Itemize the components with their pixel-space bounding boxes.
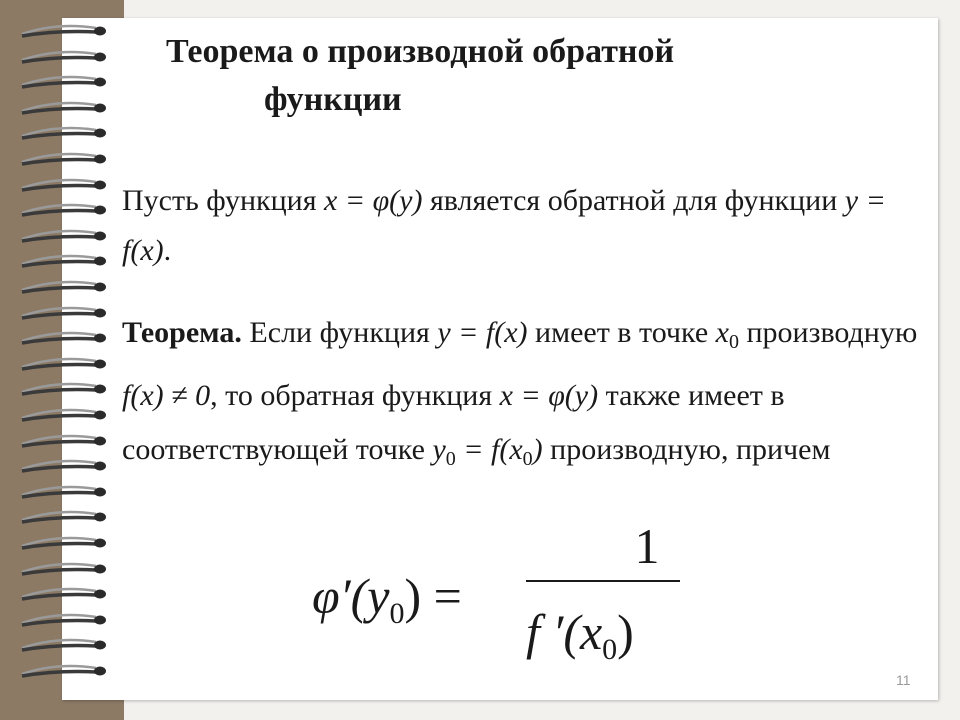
spiral-ring-icon [18, 71, 128, 93]
theorem-point-y-sub2: 0 [522, 448, 533, 470]
formula-lhs-end: ) = [404, 568, 462, 624]
intro-formula-inverse: x = φ(y) [324, 184, 423, 217]
spiral-ring-icon [18, 327, 128, 349]
spiral-ring-icon [18, 199, 128, 221]
intro-text-3: . [163, 234, 172, 267]
spiral-ring-icon [18, 430, 128, 452]
intro-text-1: Пусть функция [122, 184, 325, 217]
spiral-ring-icon [18, 148, 128, 170]
spiral-ring-icon [18, 455, 128, 477]
spiral-ring-icon [18, 532, 128, 554]
spiral-ring-icon [18, 122, 128, 144]
spiral-ring-icon [18, 634, 128, 656]
spiral-ring-icon [18, 481, 128, 503]
formula-numerator: 1 [634, 518, 660, 574]
spiral-ring-icon [18, 609, 128, 631]
intro-paragraph [122, 176, 922, 276]
theorem-point-y: y [432, 433, 446, 466]
spiral-binding [18, 20, 128, 700]
formula-denominator-end: ) [617, 604, 634, 660]
theorem-label: Теорема. [122, 316, 242, 349]
formula-denominator-main: f ′(x [526, 604, 603, 660]
spiral-ring-icon [18, 302, 128, 324]
theorem-point-x: x [715, 316, 729, 349]
formula-denominator [526, 602, 634, 680]
formula-lhs-sub: 0 [389, 597, 405, 630]
derivative-formula [312, 516, 712, 666]
title-line-1: Теорема о производной обратной [166, 33, 675, 70]
intro-text-2: является обратной для функции [422, 184, 845, 217]
formula-lhs [312, 566, 462, 644]
theorem-derivative-nonzero: f(x) ≠ 0 [122, 379, 211, 412]
slide-title [166, 28, 886, 124]
theorem-point-x-sub: 0 [728, 331, 739, 353]
theorem-formula-inverse: x = φ(y) [499, 379, 599, 412]
spiral-ring-icon [18, 404, 128, 426]
title-line-2: функции [264, 81, 402, 118]
spiral-ring-icon [18, 660, 128, 682]
theorem-text-5: также имеет в соответствующей точке [122, 379, 785, 466]
page-number: 11 [896, 672, 911, 688]
spiral-ring-icon [18, 174, 128, 196]
spiral-ring-icon [18, 378, 128, 400]
spiral-ring-icon [18, 20, 128, 42]
formula-denominator-sub: 0 [602, 633, 618, 666]
theorem-paragraph [122, 306, 922, 486]
theorem-point-y-sub: 0 [445, 448, 456, 470]
spiral-ring-icon [18, 506, 128, 528]
spiral-ring-icon [18, 558, 128, 580]
formula-fraction-bar [526, 580, 680, 582]
spiral-ring-icon [18, 276, 128, 298]
spiral-ring-icon [18, 353, 128, 375]
theorem-point-y-end: ) [532, 433, 543, 466]
theorem-text-2: имеет в точке [527, 316, 716, 349]
spiral-ring-icon [18, 583, 128, 605]
theorem-formula-function: y = f(x) [437, 316, 528, 349]
theorem-text-3: производную [738, 316, 918, 349]
theorem-text-6: производную, причем [542, 433, 831, 466]
spiral-ring-icon [18, 97, 128, 119]
formula-lhs-main: φ′(y [312, 568, 390, 624]
spiral-ring-icon [18, 225, 128, 247]
spiral-ring-icon [18, 46, 128, 68]
theorem-text-4: , то обратная функция [210, 379, 500, 412]
spiral-ring-icon [18, 250, 128, 272]
theorem-text-1: Если функция [241, 316, 438, 349]
intro-formula-function: y = f(x) [122, 184, 886, 267]
theorem-point-y-mid: = f(x [455, 433, 523, 466]
